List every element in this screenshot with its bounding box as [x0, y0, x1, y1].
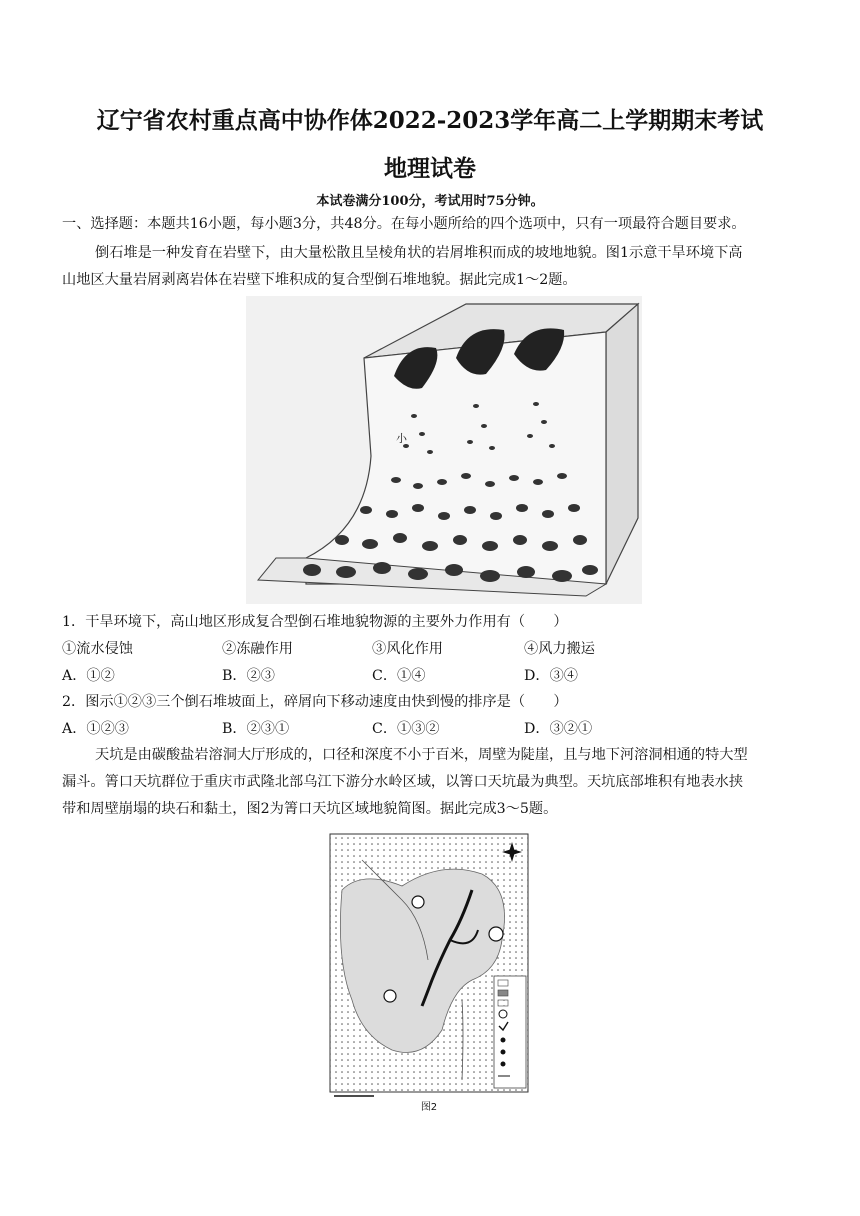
q2-stem: 2．图示①②③三个倒石堆坡面上，碎屑向下移动速度由快到慢的排序是（ ） [62, 694, 568, 710]
q1-stem: 1．干旱环境下，高山地区形成复合型倒石堆地貌物源的主要外力作用有（ ） [62, 614, 568, 630]
passage2-line1: 天坑是由碳酸盐岩溶洞大厅形成的，口径和深度不小于百米，周壁为陡崖，且与地下河溶洞相通的特大型 [95, 747, 748, 763]
q2-option-d[interactable]: D．③②① [524, 721, 593, 737]
figure1-label-small: 小 [396, 432, 407, 445]
q1-item-1: ①流水侵蚀 [62, 641, 133, 657]
q2-option-a[interactable]: A．①②③ [62, 721, 129, 737]
q1-option-c[interactable]: C．①④ [372, 668, 426, 684]
q2-option-c[interactable]: C．①③② [372, 721, 440, 737]
q2-option-b[interactable]: B．②③① [222, 721, 290, 737]
karst-region-map-icon [322, 830, 536, 1114]
figure1-rockfall-diagram [246, 296, 642, 604]
exam-title: 辽宁省农村重点高中协作体2022-2023学年高二上学期期末考试 [96, 107, 764, 134]
passage2-line2: 漏斗。箐口天坑群位于重庆市武隆北部乌江下游分水岭区域，以箐口天坑最为典型。天坑底部堆积有地表水挟 [62, 774, 744, 790]
passage1-line1: 倒石堆是一种发育在岩壁下，由大量松散且呈棱角状的岩屑堆积而成的坡地地貌。图1示意干旱环境下高 [95, 245, 743, 261]
q1-item-4: ④风力搬运 [524, 641, 595, 657]
q1-option-b[interactable]: B．②③ [222, 668, 275, 684]
exam-subtitle: 地理试卷 [384, 155, 476, 182]
exam-note: 本试卷满分100分，考试用时75分钟。 [316, 194, 544, 209]
q1-option-a[interactable]: A．①② [62, 668, 115, 684]
q1-item-2: ②冻融作用 [222, 641, 293, 657]
figure2-karst-map [322, 830, 536, 1114]
q1-item-3: ③风化作用 [372, 641, 443, 657]
section-instruction: 一、选择题：本题共16小题，每小题3分，共48分。在每小题所给的四个选项中，只有一项最符合题目要求。 [62, 216, 746, 232]
figure2-caption: 图2 [420, 1102, 438, 1113]
rockfall-talus-diagram-icon [246, 296, 642, 604]
q1-option-d[interactable]: D．③④ [524, 668, 578, 684]
passage1-line2: 山地区大量岩屑剥离岩体在岩壁下堆积成的复合型倒石堆地貌。据此完成1～2题。 [62, 272, 577, 288]
passage2-line3: 带和周壁崩塌的块石和黏土，图2为箐口天坑区域地貌简图。据此完成3～5题。 [62, 801, 558, 817]
